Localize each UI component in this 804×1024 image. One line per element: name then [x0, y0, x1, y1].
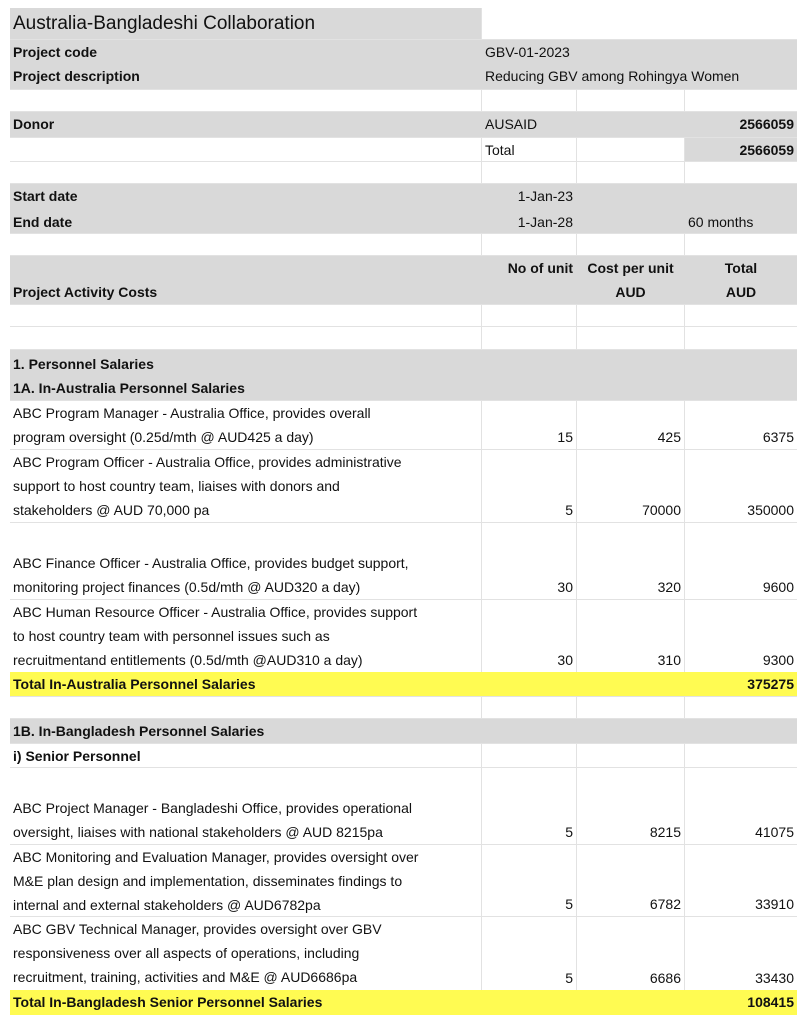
description-line: ABC Human Resource Officer - Australia Office, provides support: [13, 604, 418, 620]
empty-cell[interactable]: [685, 327, 797, 349]
subtotal-row: [10, 672, 797, 697]
empty-cell[interactable]: [685, 305, 797, 326]
description-line: responsiveness over all aspects of operations, including: [13, 945, 360, 961]
line-item-description[interactable]: [10, 917, 482, 990]
line-item-description[interactable]: [10, 450, 482, 522]
project-info-block: [10, 40, 797, 90]
header-total[interactable]: [685, 256, 797, 304]
end-date-label[interactable]: End date: [10, 210, 482, 233]
empty-cell[interactable]: [482, 744, 577, 767]
line-item-units[interactable]: 5: [482, 768, 577, 844]
donor-label[interactable]: Donor: [10, 112, 482, 137]
description-line: monitoring project finances (0.5d/mth @ AUD320 a day): [13, 579, 361, 595]
empty-cell[interactable]: [685, 234, 797, 255]
empty-cell[interactable]: [10, 327, 482, 349]
start-date-value[interactable]: 1-Jan-23: [482, 184, 577, 210]
senior-personnel-heading[interactable]: i) Senior Personnel: [10, 744, 482, 767]
project-code-label[interactable]: Project code: [10, 40, 482, 64]
line-item-units[interactable]: 15: [482, 401, 577, 449]
line-item-cost[interactable]: 310: [577, 600, 685, 672]
sheet-title[interactable]: Australia-Bangladeshi Collaboration: [10, 8, 482, 39]
empty-cell[interactable]: [577, 990, 685, 1015]
description-line: ABC Finance Officer - Australia Office, provides budget support,: [13, 555, 409, 571]
donor-total-amount[interactable]: 2566059: [685, 138, 797, 161]
description-line: program oversight (0.25d/mth @ AUD425 a day): [13, 429, 314, 445]
line-item-cost[interactable]: 425: [577, 401, 685, 449]
line-item-row: [10, 523, 797, 600]
description-line: ABC Program Officer - Australia Office, provides administrative: [13, 454, 402, 470]
header-cost-line2: AUD: [615, 284, 646, 300]
empty-cell[interactable]: [10, 697, 482, 718]
line-item-row: [10, 845, 797, 917]
empty-cell[interactable]: [685, 697, 797, 718]
description-line: to host country team with personnel issues such as: [13, 628, 330, 644]
line-item-total[interactable]: 33430: [755, 970, 794, 986]
line-item-row: [10, 917, 797, 990]
line-item-cost[interactable]: 320: [577, 523, 685, 599]
line-item-total[interactable]: 41075: [755, 824, 794, 840]
blank-row: [10, 234, 797, 256]
blank-row: [10, 90, 797, 112]
header-total-line1: Total: [724, 260, 758, 276]
project-code-value[interactable]: GBV-01-2023: [485, 44, 570, 60]
line-item-row: [10, 768, 797, 845]
subtotal-label[interactable]: Total In-Bangladesh Senior Personnel Salaries: [10, 990, 482, 1015]
section-heading-row: [10, 350, 797, 376]
empty-cell[interactable]: [685, 184, 797, 210]
description-line: internal and external stakeholders @ AUD6782pa: [13, 897, 321, 913]
header-cost-per-unit[interactable]: [577, 256, 685, 304]
line-item-description[interactable]: [10, 600, 482, 672]
line-item-row: [10, 401, 797, 450]
description-line: recruitment, training, activities and M&E @ AUD6686pa: [13, 969, 358, 985]
empty-cell[interactable]: [482, 672, 577, 696]
line-item-units[interactable]: 5: [482, 917, 577, 990]
subsection-heading-row: [10, 719, 797, 744]
empty-cell[interactable]: [482, 234, 577, 255]
empty-cell[interactable]: [482, 162, 577, 183]
donor-name[interactable]: AUSAID: [482, 112, 685, 137]
dates-block: [10, 184, 797, 234]
line-item-row: [10, 600, 797, 672]
empty-cell[interactable]: [577, 327, 685, 349]
description-line: support to host country team, liaises with donors and: [13, 478, 340, 494]
empty-cell[interactable]: [577, 672, 685, 696]
section-1-heading-block: [10, 350, 797, 401]
empty-cell[interactable]: [577, 138, 685, 161]
empty-cell[interactable]: [482, 990, 577, 1015]
subtotal-value[interactable]: 108415: [747, 994, 794, 1010]
blank-row: [10, 327, 797, 350]
line-item-units[interactable]: 30: [482, 600, 577, 672]
title-row: [10, 8, 797, 40]
empty-cell[interactable]: [10, 138, 482, 161]
description-line: recruitmentand entitlements (0.5d/mth @AUD310 a day): [13, 652, 363, 668]
empty-cell[interactable]: [577, 697, 685, 718]
section-1a-heading[interactable]: 1A. In-Australia Personnel Salaries: [13, 380, 245, 396]
project-code-row: [10, 40, 797, 64]
empty-cell[interactable]: [482, 305, 577, 326]
line-item-units[interactable]: 5: [482, 450, 577, 522]
group-heading-row: [10, 744, 797, 768]
empty-cell[interactable]: [577, 162, 685, 183]
empty-cell[interactable]: [577, 234, 685, 255]
end-date-row: [10, 210, 797, 234]
section-1b-heading[interactable]: 1B. In-Bangladesh Personnel Salaries: [13, 723, 265, 739]
project-description-value[interactable]: Reducing GBV among Rohingya Women: [485, 68, 740, 84]
title-empty-cell[interactable]: [482, 8, 797, 39]
line-item-description[interactable]: [10, 768, 482, 844]
empty-cell[interactable]: [10, 90, 482, 111]
empty-cell[interactable]: [482, 697, 577, 718]
end-date-value[interactable]: 1-Jan-28: [482, 210, 577, 233]
description-line: oversight, liaises with national stakeholders @ AUD 8215pa: [13, 824, 383, 840]
empty-cell[interactable]: [10, 305, 482, 326]
donor-amount[interactable]: 2566059: [739, 116, 794, 132]
duration-value[interactable]: 60 months: [688, 214, 754, 230]
description-line: ABC Program Manager - Australia Office, provides overall: [13, 405, 371, 421]
header-cost-line1: Cost per unit: [587, 260, 674, 276]
line-item-description[interactable]: [10, 401, 482, 449]
empty-cell[interactable]: [685, 90, 797, 111]
line-item-total[interactable]: 9300: [762, 652, 794, 668]
line-item-cost[interactable]: 8215: [577, 768, 685, 844]
empty-cell[interactable]: [10, 162, 482, 183]
empty-cell[interactable]: [482, 327, 577, 349]
description-line: ABC GBV Technical Manager, provides oversight over GBV: [13, 921, 382, 937]
line-item-units[interactable]: 30: [482, 523, 577, 599]
table-header-row: [10, 256, 797, 305]
donor-total-row: [10, 138, 797, 162]
empty-cell[interactable]: [577, 305, 685, 326]
empty-cell[interactable]: [577, 184, 685, 210]
line-item-units[interactable]: 5: [482, 845, 577, 916]
donor-total-label[interactable]: Total: [482, 138, 577, 161]
empty-cell[interactable]: [685, 744, 797, 767]
subtotal-row: [10, 990, 797, 1015]
empty-cell[interactable]: [482, 90, 577, 111]
subtotal-value[interactable]: 375275: [747, 676, 794, 692]
empty-cell[interactable]: [577, 210, 685, 233]
description-line: ABC Monitoring and Evaluation Manager, provides oversight over: [13, 849, 419, 865]
project-description-label[interactable]: Project description: [10, 64, 482, 89]
start-date-row: [10, 184, 797, 210]
description-line: stakeholders @ AUD 70,000 pa: [13, 502, 210, 518]
donor-row: [10, 112, 797, 138]
empty-cell[interactable]: [685, 162, 797, 183]
line-item-description[interactable]: [10, 523, 482, 599]
subtotal-label[interactable]: Total In-Australia Personnel Salaries: [10, 672, 482, 696]
line-item-cost[interactable]: 6782: [577, 845, 685, 916]
line-item-total[interactable]: 350000: [747, 502, 794, 518]
description-line: ABC Project Manager - Bangladeshi Office, provides operational: [13, 800, 412, 816]
empty-cell[interactable]: [10, 234, 482, 255]
description-line: M&E plan design and implementation, disseminates findings to: [13, 873, 403, 889]
empty-cell[interactable]: [577, 90, 685, 111]
project-description-row: [10, 64, 797, 90]
line-item-cost[interactable]: 70000: [577, 450, 685, 522]
start-date-label[interactable]: Start date: [10, 184, 482, 210]
blank-row: [10, 305, 797, 327]
line-item-description[interactable]: [10, 845, 482, 916]
header-total-line2: AUD: [725, 284, 757, 300]
line-item-total[interactable]: 6375: [762, 429, 794, 445]
line-item-total[interactable]: 33910: [755, 896, 794, 912]
line-item-cost[interactable]: 6686: [577, 917, 685, 990]
blank-row: [10, 697, 797, 719]
header-units[interactable]: No of unit: [482, 256, 577, 304]
line-item-row: [10, 450, 797, 523]
budget-spreadsheet: [10, 8, 797, 1015]
blank-row: [10, 162, 797, 184]
empty-cell[interactable]: [577, 744, 685, 767]
line-item-total[interactable]: 9600: [762, 579, 794, 595]
header-activity[interactable]: Project Activity Costs: [10, 256, 482, 304]
section-1-heading[interactable]: 1. Personnel Salaries: [13, 356, 154, 372]
subsection-heading-row: [10, 376, 797, 401]
